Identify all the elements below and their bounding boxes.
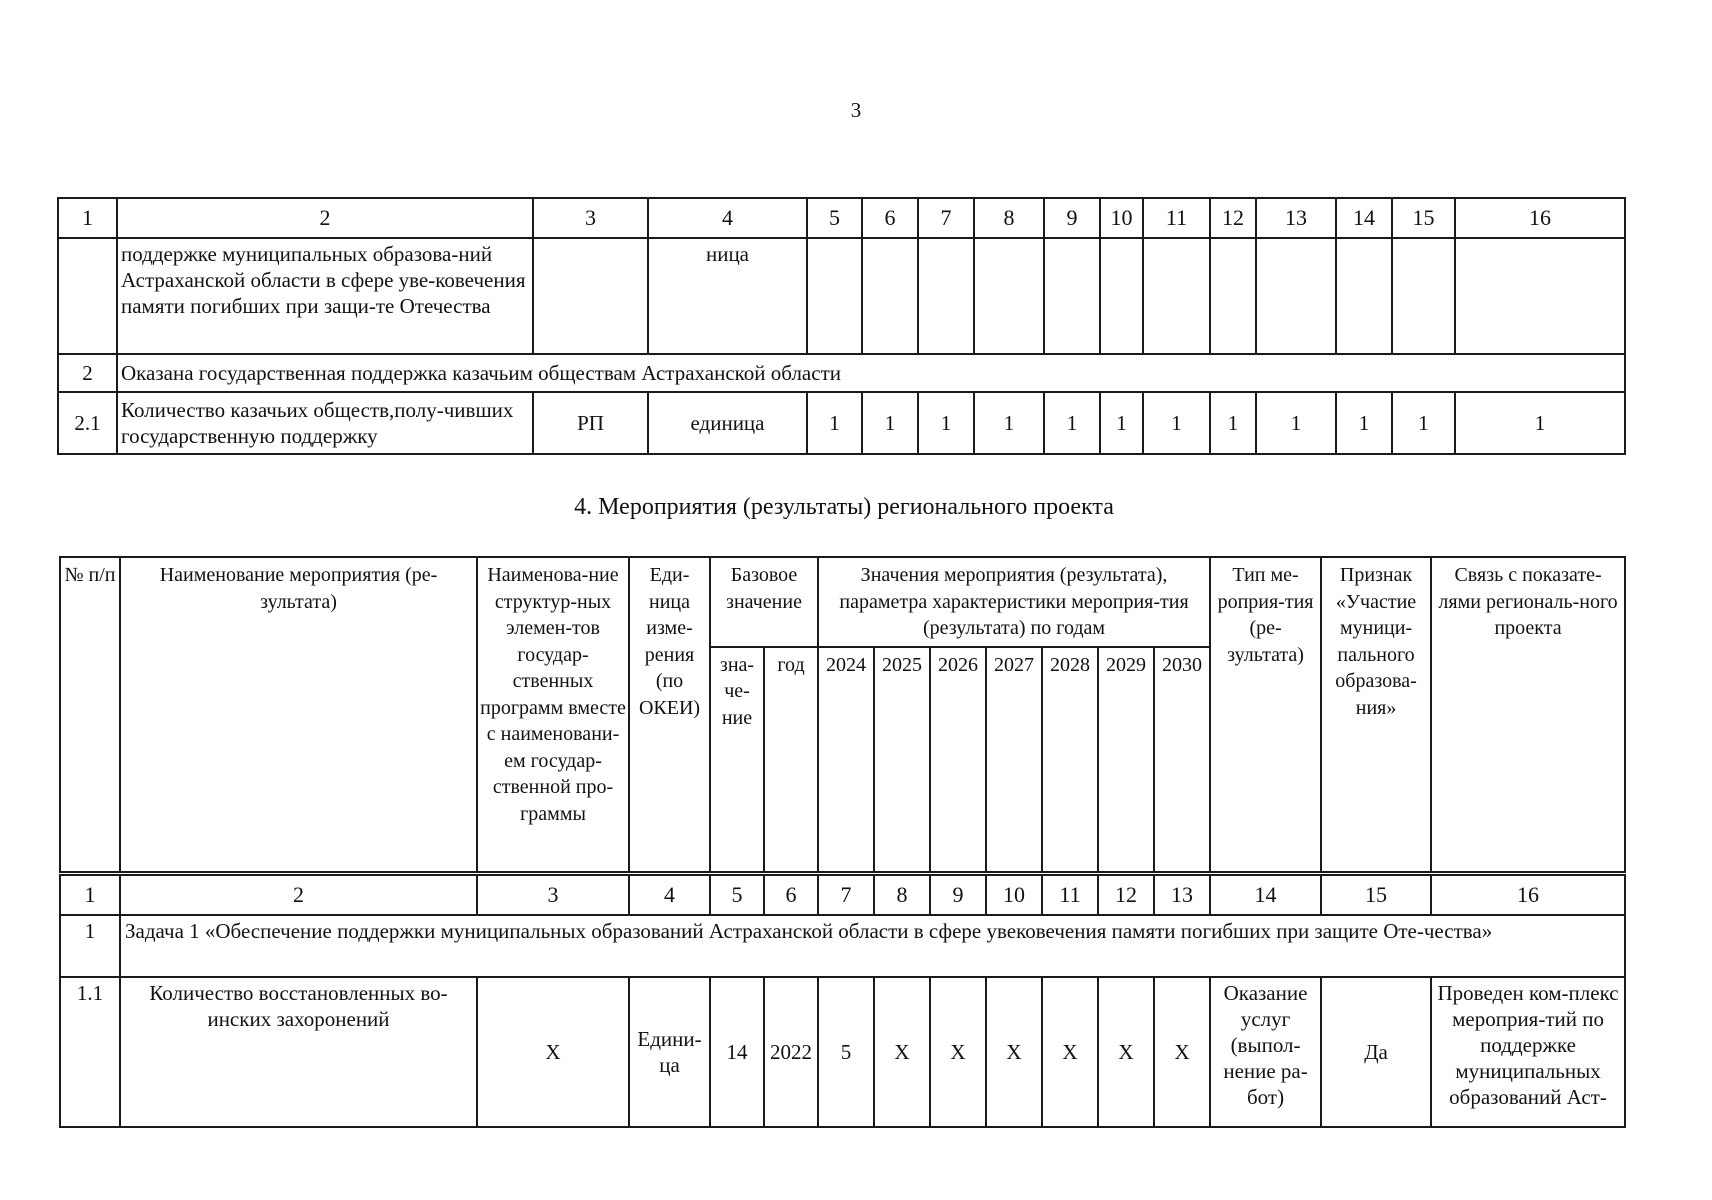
value-cell: 1 [862, 392, 918, 454]
value-cell: 5 [818, 977, 874, 1127]
column-number: 9 [1044, 198, 1100, 238]
header-year: 2029 [1098, 647, 1154, 874]
header-year: 2028 [1042, 647, 1098, 874]
unit-cell: Едини-ца [629, 977, 710, 1127]
value-cell: 1 [1100, 392, 1143, 454]
column-number: 9 [930, 873, 986, 915]
column-number: 8 [874, 873, 930, 915]
column-number: 8 [974, 198, 1044, 238]
column-number: 4 [648, 198, 807, 238]
value-cell: 1 [918, 392, 974, 454]
header-year: 2027 [986, 647, 1042, 874]
column-number: 12 [1210, 198, 1256, 238]
column-number: 1 [58, 198, 117, 238]
row-number: 1 [60, 915, 120, 977]
value-cell: 1 [1210, 392, 1256, 454]
column-number: 16 [1455, 198, 1625, 238]
header-link: Связь с показате-лями региональ-ного проекта [1431, 557, 1625, 873]
row-number: 2.1 [58, 392, 117, 454]
type-cell: Оказание услуг (выпол-нение ра-бот) [1210, 977, 1321, 1127]
header-structural: Наименова-ние структур-ных элемен-тов государ-ственных программ вместе с наименовани-ем государ-ственной про-граммы [477, 557, 629, 873]
section-title: 4. Мероприятия (результаты) регионального проекта [574, 494, 1114, 520]
column-number: 14 [1210, 873, 1321, 915]
task-row [60, 915, 1625, 977]
column-number: 10 [986, 873, 1042, 915]
header-base: Базовое значение [710, 557, 818, 647]
column-number: 4 [629, 873, 710, 915]
indicators-table [57, 197, 1626, 455]
column-number: 5 [807, 198, 862, 238]
column-number: 3 [477, 873, 629, 915]
column-number: 6 [862, 198, 918, 238]
task-text: Задача 1 «Обеспечение поддержки муниципальных образований Астраханской области в сфере увековечения памяти погибших при защите Оте-чества» [120, 915, 1625, 977]
header-base-year: год [764, 647, 818, 874]
table-header-row [60, 557, 1625, 647]
column-number: 15 [1392, 198, 1455, 238]
column-number: 15 [1321, 873, 1431, 915]
value-cell: Х [930, 977, 986, 1127]
value-cell: Х [1042, 977, 1098, 1127]
header-unit: Еди-ница изме-рения (по ОКЕИ) [629, 557, 710, 873]
table-row [58, 392, 1625, 454]
header-year: 2024 [818, 647, 874, 874]
column-number: 12 [1098, 873, 1154, 915]
column-number: 13 [1256, 198, 1336, 238]
value-cell: 1 [974, 392, 1044, 454]
page-number: 3 [850, 98, 862, 122]
municipal-cell: Да [1321, 977, 1431, 1127]
section-text: Оказана государственная поддержка казачьим обществам Астраханской области [117, 354, 1625, 392]
value-cell: 1 [1256, 392, 1336, 454]
column-number: 14 [1336, 198, 1392, 238]
base-value-cell: 14 [710, 977, 764, 1127]
activities-table [59, 556, 1626, 1128]
value-cell: 1 [1455, 392, 1625, 454]
value-cell: Х [1154, 977, 1210, 1127]
indicator-name: поддержке муниципальных образова-ний Астраханской области в сфере уве-ковечения памяти погибших при защи-те Отечества [117, 238, 533, 354]
base-year-cell: 2022 [764, 977, 818, 1127]
indicator-name: Количество казачьих обществ,полу-чивших государственную поддержку [117, 392, 533, 454]
value-cell: 1 [807, 392, 862, 454]
row-number: 1.1 [60, 977, 120, 1127]
section-row [58, 354, 1625, 392]
table-row [60, 977, 1625, 1127]
column-number: 6 [764, 873, 818, 915]
header-values-by-year: Значения мероприятия (результата), параметра характеристики мероприя-тия (результата) по годам [818, 557, 1210, 647]
column-number: 2 [117, 198, 533, 238]
header-year: 2026 [930, 647, 986, 874]
column-number: 2 [120, 873, 477, 915]
level-cell: РП [533, 392, 648, 454]
value-cell: 1 [1336, 392, 1392, 454]
header-base-value: зна-че-ние [710, 647, 764, 874]
value-cell: 1 [1143, 392, 1210, 454]
value-cell: Х [1098, 977, 1154, 1127]
header-municipal: Признак «Участие муници-пального образова-ния» [1321, 557, 1431, 873]
structural-cell: Х [477, 977, 629, 1127]
column-number: 7 [818, 873, 874, 915]
row-number: 2 [58, 354, 117, 392]
value-cell: Х [874, 977, 930, 1127]
link-cell: Проведен ком-плекс мероприя-тий по поддержке муниципальных образований Аст- [1431, 977, 1625, 1127]
table-row [58, 238, 1625, 354]
column-number: 7 [918, 198, 974, 238]
header-name: Наименование мероприятия (ре-зультата) [120, 557, 477, 873]
header-year: 2025 [874, 647, 930, 874]
column-number: 1 [60, 873, 120, 915]
column-number: 10 [1100, 198, 1143, 238]
header-year: 2030 [1154, 647, 1210, 874]
value-cell: Х [986, 977, 1042, 1127]
column-number: 11 [1042, 873, 1098, 915]
header-type: Тип ме-роприя-тия (ре-зультата) [1210, 557, 1321, 873]
column-number: 5 [710, 873, 764, 915]
column-number: 11 [1143, 198, 1210, 238]
value-cell: 1 [1044, 392, 1100, 454]
column-number: 16 [1431, 873, 1625, 915]
column-number: 3 [533, 198, 648, 238]
unit-cell: ница [648, 238, 807, 354]
value-cell: 1 [1392, 392, 1455, 454]
column-numbers-row [60, 873, 1625, 915]
table-header-row [58, 198, 1625, 238]
column-number: 13 [1154, 873, 1210, 915]
header-num: № п/п [60, 557, 120, 873]
unit-cell: единица [648, 392, 807, 454]
activity-name: Количество восстановленных во-инских захоронений [120, 977, 477, 1127]
